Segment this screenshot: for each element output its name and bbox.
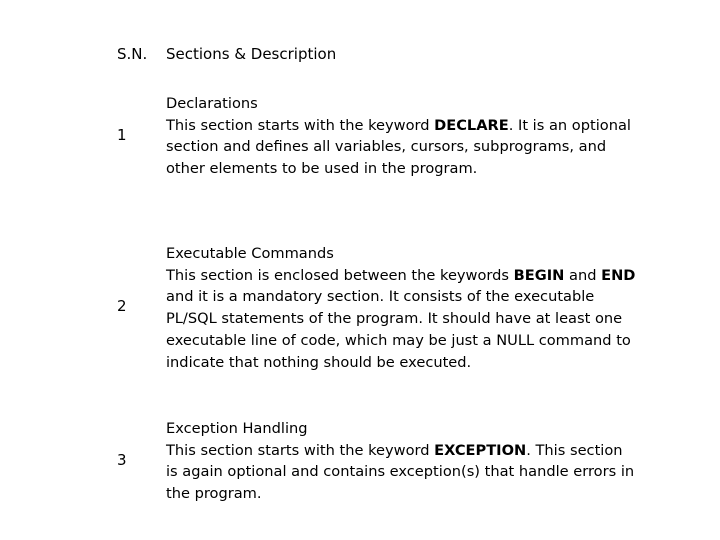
row-keyword: END — [601, 266, 636, 284]
row-number: 1 — [117, 126, 127, 144]
row-description — [166, 267, 635, 371]
row-title: Executable Commands — [166, 245, 334, 262]
row-keyword: EXCEPTION — [434, 441, 527, 459]
row-number: 2 — [117, 297, 127, 315]
table-row — [166, 243, 636, 373]
row-text-part: . This section is again optional and contains exception(s) that handle errors in the program. — [166, 441, 635, 503]
row-text-part: This section starts with the keyword — [166, 441, 435, 459]
row-text-part: and — [564, 266, 602, 284]
row-number: 3 — [117, 451, 127, 469]
row-text-part: This section starts with the keyword — [166, 116, 435, 134]
header-description: Sections & Description — [166, 45, 337, 63]
row-text-part: This section is enclosed between the keywords — [166, 266, 514, 284]
row-description — [166, 117, 631, 177]
row-text-part: . It is an optional section and defines all variables, cursors, subprograms, and other elements to be used in the program. — [166, 116, 631, 178]
row-keyword: BEGIN — [513, 266, 565, 284]
row-description — [166, 442, 634, 502]
table-row — [166, 93, 636, 180]
row-title: Declarations — [166, 95, 258, 112]
header-sn: S.N. — [117, 45, 148, 63]
row-title: Exception Handling — [166, 420, 308, 437]
row-keyword: DECLARE — [434, 116, 509, 134]
row-text-part: and it is a mandatory section. It consists of the executable PL/SQL statements of the program. It should have at least one executable line of code, which may be just a NULL command to indicate that nothing should be executed. — [166, 288, 631, 371]
table-row — [166, 418, 636, 505]
